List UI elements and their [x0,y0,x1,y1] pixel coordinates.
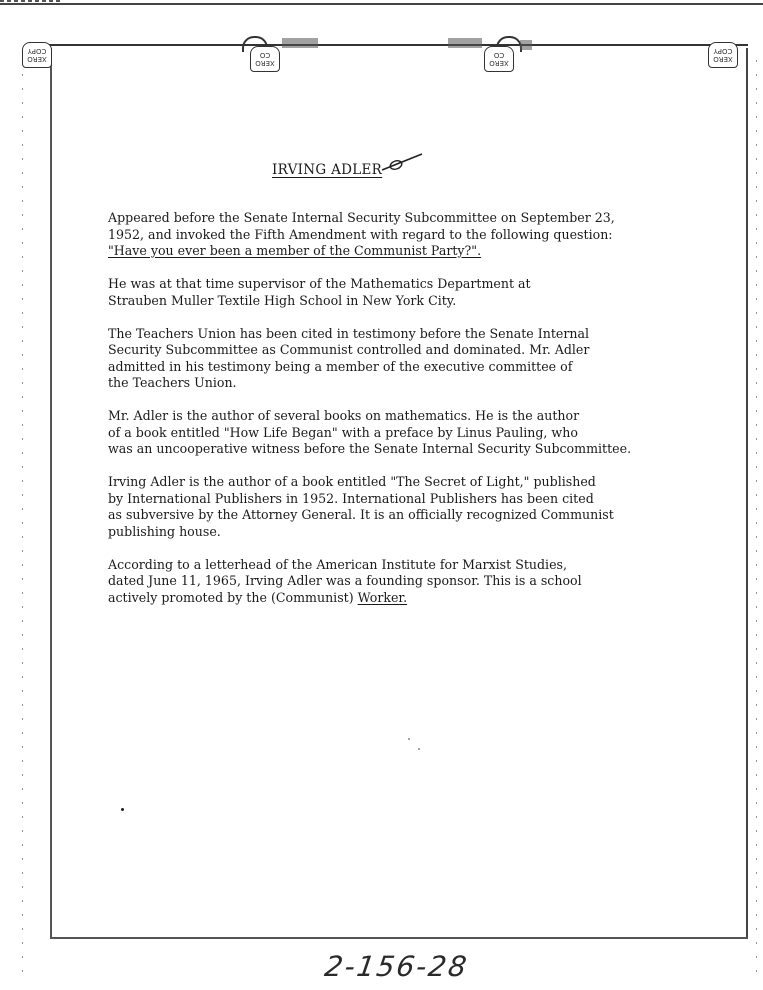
margin-noise-right [756,60,757,980]
xerox-copy-stamp: XERO COPY [708,42,738,68]
scan-top-edge [0,3,763,5]
scan-smudge [282,38,318,48]
scan-speck [121,808,124,811]
sheet-top-border [48,44,748,46]
paragraph: He was at that time supervisor of the Mathematics Department at Strauben Muller Textile High School in New York City. [108,276,531,308]
xerox-copy-stamp: XERO CO [250,46,280,72]
document-title: IRVING ADLER [272,162,383,178]
paragraph: Mr. Adler is the author of several books on mathematics. He is the author of a book entitled "How Life Began" with a preface by Linus Pauling, who was an uncooperative witness before the Senate Internal Security Subcommittee. [108,408,632,456]
xerox-copy-stamp: XERO COPY [22,42,52,68]
handwritten-file-number: 2-156-28 [322,950,471,983]
paragraph [108,557,708,607]
underlined-question: "Have you ever been a member of the Communist Party?". [108,243,482,258]
scan-speck [418,748,420,750]
sheet-bottom-border [50,937,748,939]
handwritten-check-mark [380,148,426,178]
paragraph-text: According to a letterhead of the American Institute for Marxist Studies, dated June 11, 1965, Irving Adler was a founding sponsor. This is a school actively promoted by the (Communist) [108,556,582,605]
underlined-worker: Worker. [357,589,408,605]
margin-noise-left [22,60,23,980]
scan-edge-dashes [0,0,60,2]
sheet-left-border [50,48,52,938]
paragraph: The Teachers Union has been cited in testimony before the Senate Internal Security Subcommittee as Communist controlled and dominated. Mr. Adler admitted in his testimony being a member of the executive committee of the Teachers Union. [108,325,590,390]
sheet-right-border [746,48,748,938]
scan-smudge [448,38,482,48]
scan-smudge [520,40,532,50]
scan-speck [408,738,410,740]
paragraph-text: Appeared before the Senate Internal Security Subcommittee on September 23, 1952, and invoked the Fifth Amendment with regard to the following question: [108,210,615,242]
document-body [108,210,708,623]
paragraph: Irving Adler is the author of a book entitled "The Secret of Light," published by International Publishers in 1952. International Publishers has been cited as subversive by the Attorney General. It is an officially recognized Communist publishing house. [108,474,614,539]
paragraph [108,210,708,260]
xerox-copy-stamp: XERO CO [484,46,514,72]
